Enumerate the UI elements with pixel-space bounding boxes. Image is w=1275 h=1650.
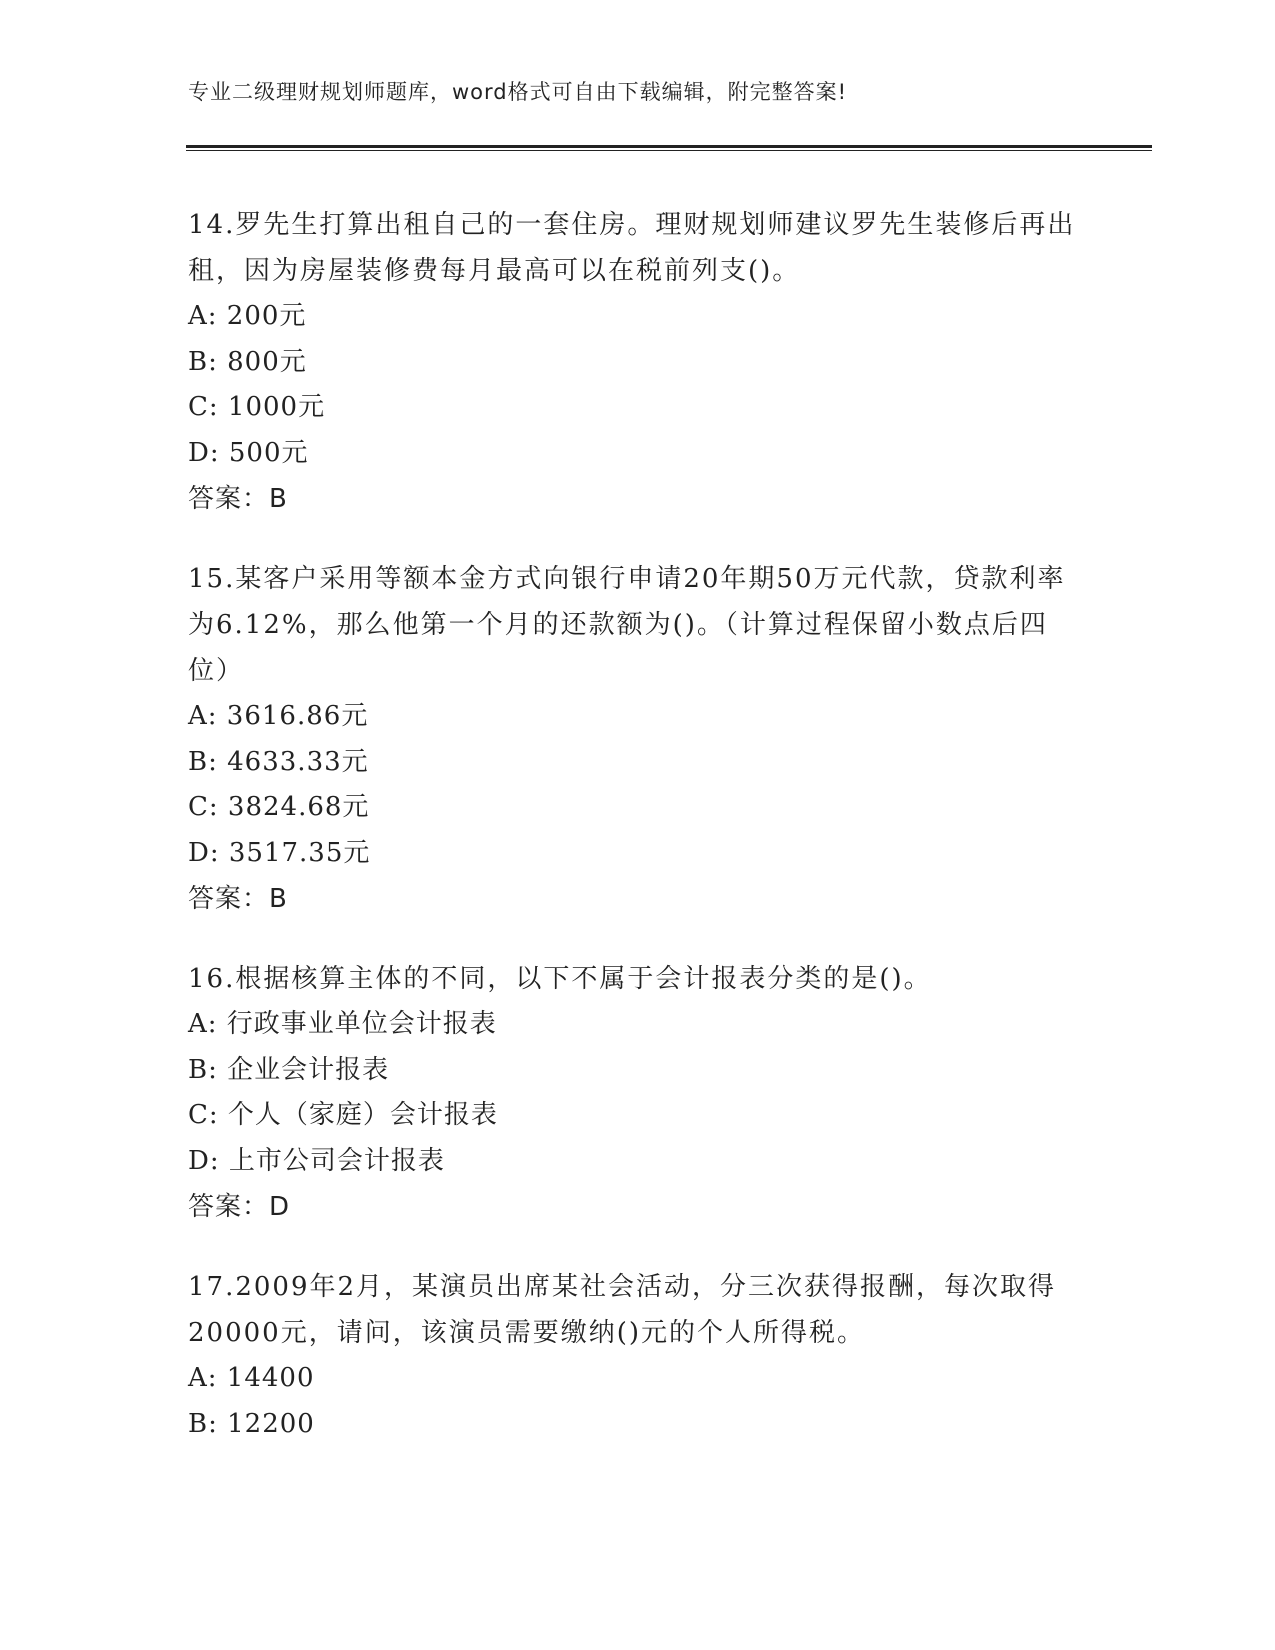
option-a: A: 3616.86元 — [188, 701, 369, 731]
question-16 — [188, 956, 1088, 1230]
header-rule-thin — [186, 150, 1152, 151]
option-d: D: 500元 — [188, 437, 309, 468]
option-a: A: 200元 — [188, 301, 307, 331]
option-d: D: 上市公司会计报表 — [188, 1145, 445, 1176]
answer-line: 答案：B — [188, 884, 288, 914]
question-stem: 14.罗先生打算出租自己的一套住房。理财规划师建议罗先生装修后再出租，因为房屋装修费每月最高可以在税前列支()。 — [188, 210, 1076, 286]
question-14 — [188, 202, 1088, 522]
option-a: A: 14400 — [188, 1363, 315, 1393]
option-a: A: 行政事业单位会计报表 — [188, 1009, 497, 1039]
answer-line: 答案：B — [188, 484, 288, 514]
header-rule-thick — [186, 145, 1152, 148]
option-b: B: 4633.33元 — [188, 746, 369, 777]
page-header: 专业二级理财规划师题库，word格式可自由下载编辑，附完整答案! — [188, 80, 848, 104]
answer-line: 答案：D — [188, 1192, 291, 1222]
option-b: B: 企业会计报表 — [188, 1054, 390, 1085]
question-17 — [188, 1264, 1088, 1447]
option-b: B: 12200 — [188, 1408, 315, 1439]
question-stem: 15.某客户采用等额本金方式向银行申请20年期50万元代款，贷款利率为6.12%，那么他第一个月的还款额为()。（计算过程保留小数点后四位） — [188, 564, 1066, 686]
question-list — [188, 202, 1088, 1481]
option-d: D: 3517.35元 — [188, 837, 371, 868]
option-c: C: 个人（家庭）会计报表 — [188, 1100, 498, 1130]
question-stem: 17.2009年2月，某演员出席某社会活动，分三次获得报酬，每次取得20000元，请问，该演员需要缴纳()元的个人所得税。 — [188, 1272, 1057, 1348]
option-c: C: 3824.68元 — [188, 792, 370, 822]
option-c: C: 1000元 — [188, 392, 326, 422]
question-stem: 16.根据核算主体的不同，以下不属于会计报表分类的是()。 — [188, 964, 932, 994]
option-b: B: 800元 — [188, 346, 307, 377]
question-15 — [188, 556, 1088, 922]
